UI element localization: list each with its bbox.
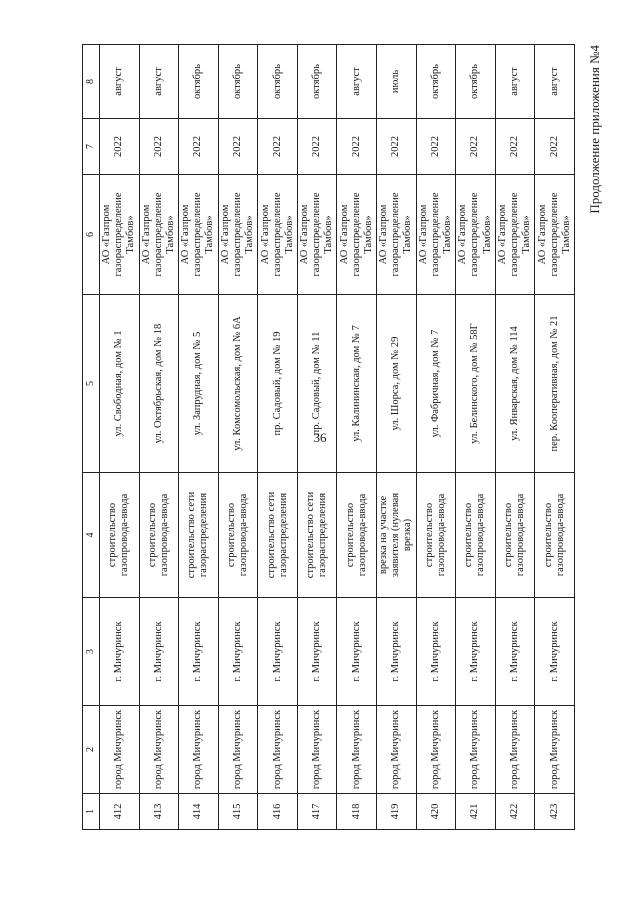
- cell-settlement: г. Мичуринск: [495, 598, 535, 706]
- cell-month: октябрь: [456, 45, 496, 119]
- cell-work-type: строительство газопровода-ввода: [535, 473, 575, 598]
- cell-organization: АО «Газпром газораспределение Тамбов»: [297, 175, 337, 295]
- cell-municipality: город Мичуринск: [179, 706, 219, 794]
- column-header: 3: [83, 598, 100, 706]
- cell-address: ул. Январская, дом № 114: [495, 295, 535, 473]
- cell-work-type: строительство газопровода-ввода: [495, 473, 535, 598]
- column-header: 5: [83, 295, 100, 473]
- cell-address: пер. Кооперативная, дом № 21: [535, 295, 575, 473]
- column-header: 1: [83, 794, 100, 830]
- table-row: [218, 45, 258, 830]
- cell-month: октябрь: [179, 45, 219, 119]
- cell-year: 2022: [218, 119, 258, 175]
- cell-municipality: город Мичуринск: [258, 706, 298, 794]
- cell-year: 2022: [535, 119, 575, 175]
- cell-work-type: врезка на участке заявителя (нулевая врезка): [377, 473, 417, 598]
- cell-municipality: город Мичуринск: [535, 706, 575, 794]
- table-row: [100, 45, 140, 830]
- cell-municipality: город Мичуринск: [100, 706, 140, 794]
- cell-row-number: 412: [100, 794, 140, 830]
- cell-year: 2022: [337, 119, 377, 175]
- table-row: [297, 45, 337, 830]
- cell-settlement: г. Мичуринск: [535, 598, 575, 706]
- table-row: [179, 45, 219, 830]
- table-row: [337, 45, 377, 830]
- table-row: [456, 45, 496, 830]
- cell-address: ул. Комсомольская, дом № 6А: [218, 295, 258, 473]
- document-table-wrapper: [82, 45, 575, 830]
- cell-year: 2022: [416, 119, 456, 175]
- cell-row-number: 416: [258, 794, 298, 830]
- table-heading: Продолжение приложения №4: [587, 45, 602, 214]
- cell-year: 2022: [179, 119, 219, 175]
- header-row: [83, 45, 100, 830]
- cell-settlement: г. Мичуринск: [416, 598, 456, 706]
- cell-year: 2022: [377, 119, 417, 175]
- cell-address: ул. Свободная, дом № 1: [100, 295, 140, 473]
- cell-row-number: 414: [179, 794, 219, 830]
- cell-month: август: [139, 45, 179, 119]
- cell-month: октябрь: [416, 45, 456, 119]
- cell-work-type: строительство сети газораспределения: [297, 473, 337, 598]
- cell-year: 2022: [139, 119, 179, 175]
- cell-municipality: город Мичуринск: [297, 706, 337, 794]
- cell-organization: АО «Газпром газораспределение Тамбов»: [456, 175, 496, 295]
- cell-address: ул. Запрудная, дом № 5: [179, 295, 219, 473]
- cell-row-number: 413: [139, 794, 179, 830]
- cell-work-type: строительство сети газораспределения: [258, 473, 298, 598]
- table-row: [377, 45, 417, 830]
- cell-organization: АО «Газпром газораспределение Тамбов»: [416, 175, 456, 295]
- cell-month: август: [535, 45, 575, 119]
- cell-settlement: г. Мичуринск: [297, 598, 337, 706]
- cell-row-number: 423: [535, 794, 575, 830]
- cell-address: пр. Садовый, дом № 11: [297, 295, 337, 473]
- cell-organization: АО «Газпром газораспределение Тамбов»: [179, 175, 219, 295]
- table-row: [258, 45, 298, 830]
- cell-settlement: г. Мичуринск: [179, 598, 219, 706]
- cell-address: ул. Калининская, дом № 7: [337, 295, 377, 473]
- cell-settlement: г. Мичуринск: [337, 598, 377, 706]
- cell-month: июль: [377, 45, 417, 119]
- cell-month: октябрь: [218, 45, 258, 119]
- cell-work-type: строительство газопровода-ввода: [337, 473, 377, 598]
- cell-work-type: строительство сети газораспределения: [179, 473, 219, 598]
- cell-municipality: город Мичуринск: [456, 706, 496, 794]
- column-header: 6: [83, 175, 100, 295]
- table-row: [416, 45, 456, 830]
- cell-work-type: строительство газопровода-ввода: [416, 473, 456, 598]
- cell-address: ул. Октябрьская, дом № 18: [139, 295, 179, 473]
- column-header: 2: [83, 706, 100, 794]
- cell-settlement: г. Мичуринск: [100, 598, 140, 706]
- cell-organization: АО «Газпром газораспределение Тамбов»: [100, 175, 140, 295]
- cell-municipality: город Мичуринск: [139, 706, 179, 794]
- table-row: [139, 45, 179, 830]
- cell-year: 2022: [495, 119, 535, 175]
- table-row: [535, 45, 575, 830]
- cell-municipality: город Мичуринск: [337, 706, 377, 794]
- cell-organization: АО «Газпром газораспределение Тамбов»: [377, 175, 417, 295]
- cell-address: ул. Фабричная, дом № 7: [416, 295, 456, 473]
- cell-row-number: 421: [456, 794, 496, 830]
- cell-organization: АО «Газпром газораспределение Тамбов»: [337, 175, 377, 295]
- cell-municipality: город Мичуринск: [495, 706, 535, 794]
- cell-organization: АО «Газпром газораспределение Тамбов»: [258, 175, 298, 295]
- cell-settlement: г. Мичуринск: [218, 598, 258, 706]
- cell-municipality: город Мичуринск: [416, 706, 456, 794]
- cell-work-type: строительство газопровода-ввода: [100, 473, 140, 598]
- cell-work-type: строительство газопровода-ввода: [456, 473, 496, 598]
- column-header: 8: [83, 45, 100, 119]
- cell-month: октябрь: [297, 45, 337, 119]
- cell-municipality: город Мичуринск: [218, 706, 258, 794]
- cell-work-type: строительство газопровода-ввода: [218, 473, 258, 598]
- cell-row-number: 418: [337, 794, 377, 830]
- column-header: 7: [83, 119, 100, 175]
- cell-row-number: 415: [218, 794, 258, 830]
- cell-year: 2022: [297, 119, 337, 175]
- cell-row-number: 419: [377, 794, 417, 830]
- cell-row-number: 417: [297, 794, 337, 830]
- cell-address: ул. Белинского, дом № 58Г: [456, 295, 496, 473]
- cell-settlement: г. Мичуринск: [456, 598, 496, 706]
- cell-row-number: 420: [416, 794, 456, 830]
- page-number: 36: [313, 430, 327, 445]
- cell-year: 2022: [258, 119, 298, 175]
- cell-organization: АО «Газпром газораспределение Тамбов»: [139, 175, 179, 295]
- cell-row-number: 422: [495, 794, 535, 830]
- cell-month: август: [100, 45, 140, 119]
- cell-year: 2022: [456, 119, 496, 175]
- cell-address: ул. Шорса, дом № 29: [377, 295, 417, 473]
- cell-settlement: г. Мичуринск: [258, 598, 298, 706]
- cell-month: август: [495, 45, 535, 119]
- cell-organization: АО «Газпром газораспределение Тамбов»: [495, 175, 535, 295]
- cell-municipality: город Мичуринск: [377, 706, 417, 794]
- cell-organization: АО «Газпром газораспределение Тамбов»: [218, 175, 258, 295]
- document-table: [82, 44, 575, 830]
- cell-work-type: строительство газопровода-ввода: [139, 473, 179, 598]
- cell-organization: АО «Газпром газораспределение Тамбов»: [535, 175, 575, 295]
- cell-month: октябрь: [258, 45, 298, 119]
- column-header: 4: [83, 473, 100, 598]
- cell-address: пр. Садовый, дом № 19: [258, 295, 298, 473]
- cell-settlement: г. Мичуринск: [377, 598, 417, 706]
- cell-month: август: [337, 45, 377, 119]
- cell-settlement: г. Мичуринск: [139, 598, 179, 706]
- table-row: [495, 45, 535, 830]
- cell-year: 2022: [100, 119, 140, 175]
